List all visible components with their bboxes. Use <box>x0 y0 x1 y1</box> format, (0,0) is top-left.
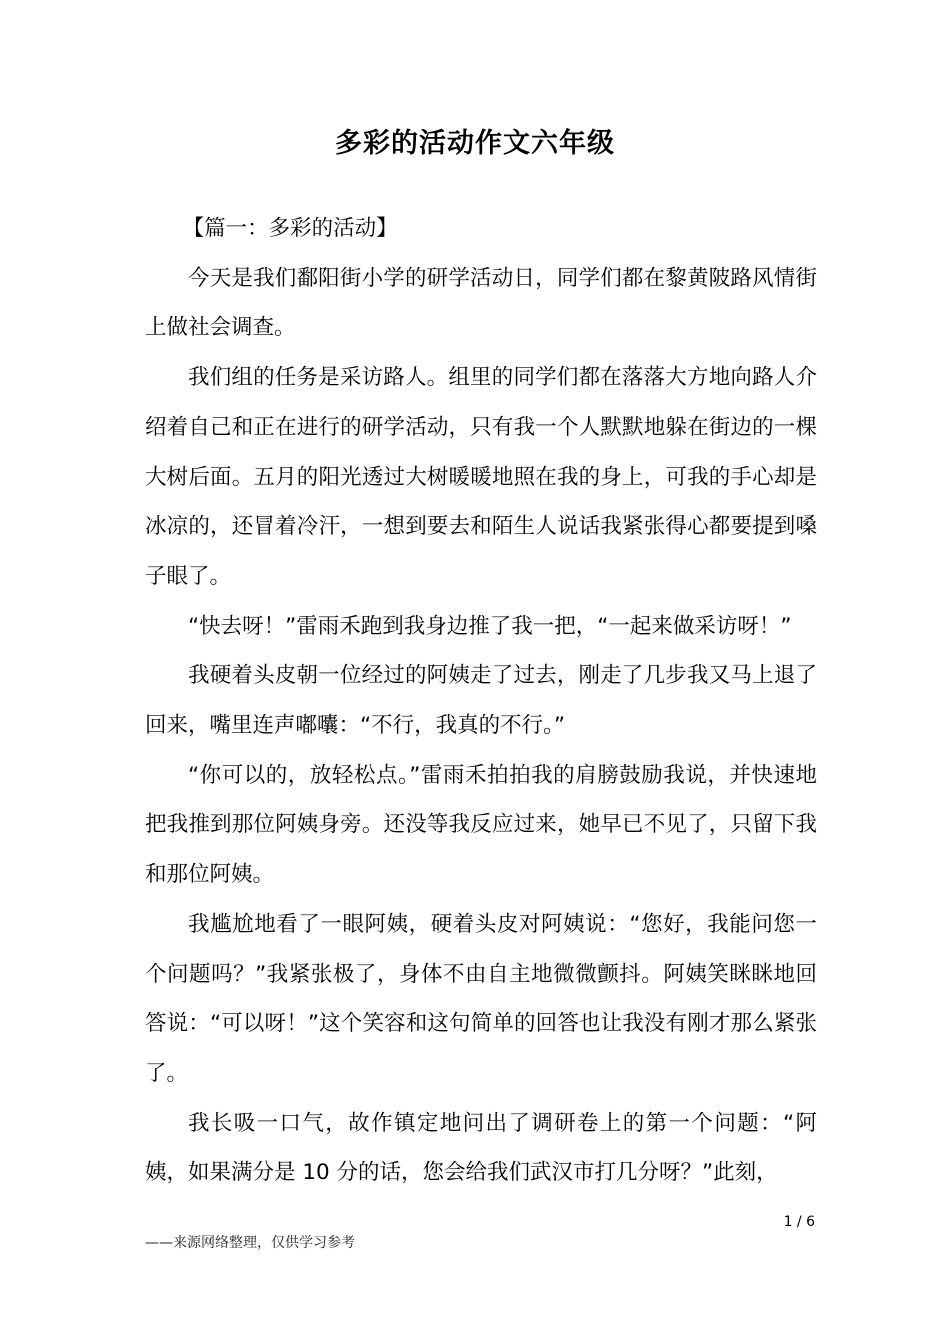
paragraph: “你可以的，放轻松点。”雷雨禾拍拍我的肩膀鼓励我说，并快速地把我推到那位阿姨身旁。还没等我反应过来，她早已不见了，只留下我和那位阿姨。 <box>145 762 817 888</box>
page-number: 1 / 6 <box>783 1214 815 1230</box>
paragraph: 今天是我们鄱阳街小学的研学活动日，同学们都在黎黄陂路风情街上做社会调查。 <box>145 265 817 341</box>
footer-note: ——来源网络整理，仅供学习参考 <box>145 1235 355 1251</box>
section-heading: 【篇一：多彩的活动】 <box>182 216 398 241</box>
document-body <box>145 204 817 1198</box>
document-title: 多彩的活动作文六年级 <box>335 128 615 159</box>
paragraph: 我硬着头皮朝一位经过的阿姨走了过去，刚走了几步我又马上退了回来，嘴里连声嘟囔：“不行，我真的不行。” <box>145 663 817 739</box>
paragraph: 我尴尬地看了一眼阿姨，硬着头皮对阿姨说：“您好，我能问您一个问题吗？”我紧张极了，身体不由自主地微微颤抖。阿姨笑眯眯地回答说：“可以呀！”这个笑容和这句简单的回答也让我没有刚才那么紧张了。 <box>145 911 817 1086</box>
paragraph: 我们组的任务是采访路人。组里的同学们都在落落大方地向路人介绍着自己和正在进行的研学活动，只有我一个人默默地躲在街边的一棵大树后面。五月的阳光透过大树暖暖地照在我的身上，可我的手心却是冰凉的，还冒着冷汗，一想到要去和陌生人说话我紧张得心都要提到嗓子眼了。 <box>145 365 817 589</box>
paragraph: “快去呀！”雷雨禾跑到我身边推了我一把，“一起来做采访呀！” <box>188 613 792 639</box>
paragraph: 我长吸一口气，故作镇定地问出了调研卷上的第一个问题：“阿姨，如果满分是 10 分的话，您会给我们武汉市打几分呀？”此刻， <box>145 1110 817 1186</box>
